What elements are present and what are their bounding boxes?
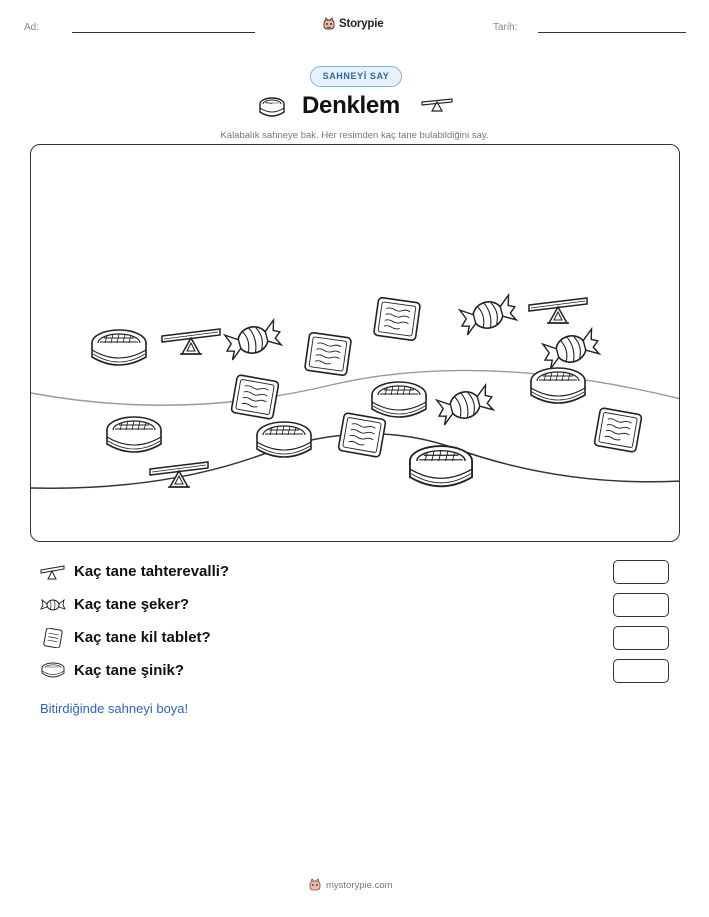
basket-4 [372, 382, 426, 417]
clay-tablet-2 [374, 297, 421, 340]
storypie-mascot-icon [308, 878, 322, 892]
title-row [0, 92, 709, 124]
counting-scene[interactable] [30, 144, 680, 542]
question-basket [40, 659, 670, 685]
name-label: Ad: [24, 22, 40, 33]
basket-5 [531, 368, 585, 403]
seesaw-1 [162, 329, 220, 354]
clay-tablet-4 [338, 413, 386, 458]
footer [0, 878, 709, 898]
name-field-line[interactable] [72, 32, 255, 33]
seesaw-icon [40, 562, 66, 582]
instructions-text: Kalabalık sahneye bak. Her resimden kaç tane bulabildiğini say. [220, 130, 489, 141]
activity-badge: SAHNEYİ SAY [310, 66, 402, 87]
question-text: Kaç tane tahterevalli? [74, 563, 230, 580]
clay-tablet-icon [40, 628, 66, 648]
question-text: Kaç tane şinik? [74, 662, 185, 679]
basket-3 [257, 422, 311, 457]
page-title: Denklem [302, 92, 400, 119]
clay-tablet-1 [305, 332, 352, 375]
footer-url[interactable]: mystorypie.com [326, 879, 393, 891]
seesaw-3 [150, 462, 208, 487]
answer-box-clay-tablet[interactable] [613, 626, 669, 650]
answer-box-seesaw[interactable] [613, 560, 669, 584]
brand-name: Storypie [339, 18, 384, 30]
seesaw-2 [529, 298, 587, 323]
question-candy [40, 593, 670, 619]
date-field-line[interactable] [538, 32, 686, 33]
candy-icon [40, 595, 66, 615]
date-label: Tarih: [493, 22, 518, 33]
candy-4 [434, 384, 495, 426]
candy-1 [222, 319, 283, 361]
clay-tablet-3 [231, 375, 279, 420]
basket-icon [40, 661, 66, 681]
question-text: Kaç tane şeker? [74, 596, 190, 613]
basket-1 [92, 330, 146, 365]
worksheet-header [0, 14, 709, 44]
candy-3 [540, 328, 601, 370]
basket-icon [258, 94, 286, 122]
answer-box-candy[interactable] [613, 593, 669, 617]
candy-2 [457, 294, 518, 336]
scene-illustration [31, 145, 680, 542]
brand-logo [322, 14, 383, 34]
basket-2 [107, 417, 161, 452]
storypie-mascot-icon [322, 17, 336, 31]
clay-tablet-5 [594, 408, 642, 453]
question-clay-tablet [40, 626, 670, 652]
seesaw-icon [420, 96, 454, 116]
answer-box-basket[interactable] [613, 659, 669, 683]
finish-instruction: Bitirdiğinde sahneyi boya! [40, 701, 189, 716]
question-seesaw [40, 560, 670, 586]
question-text: Kaç tane kil tablet? [74, 629, 211, 646]
basket-6 [410, 446, 472, 486]
